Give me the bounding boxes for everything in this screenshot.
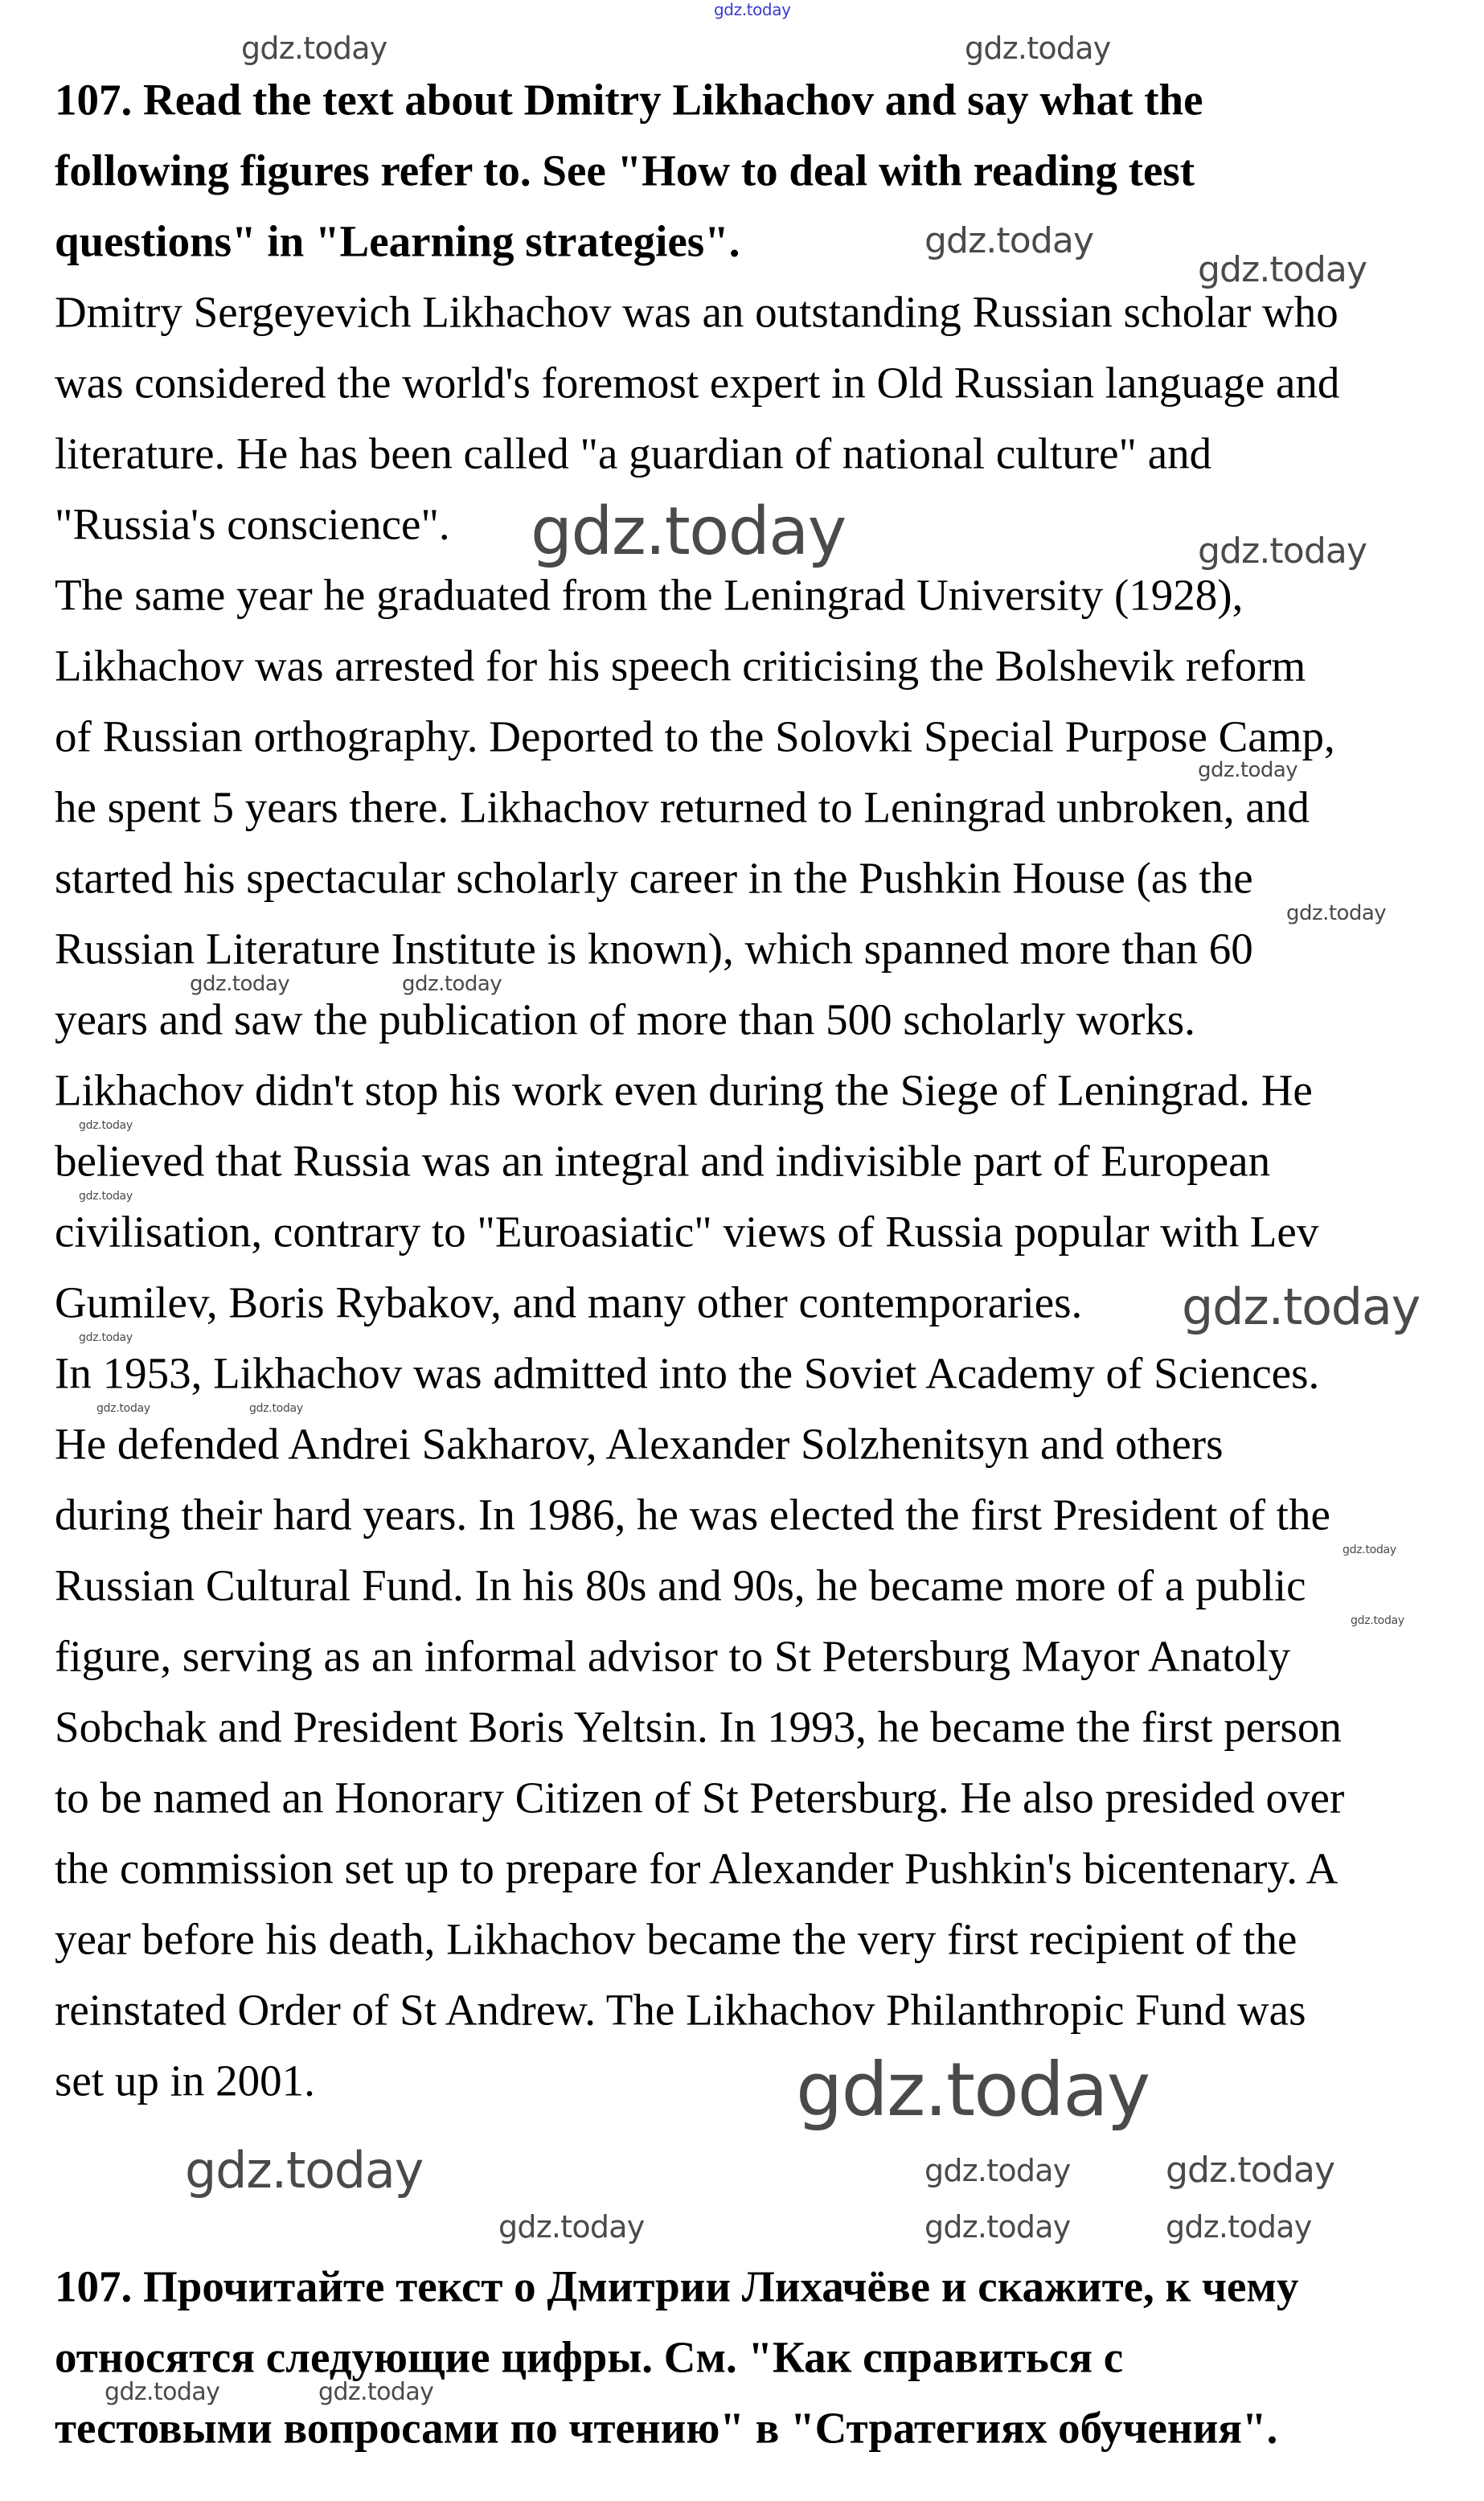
body-line: years and saw the publication of more than 500 scholarly works. bbox=[55, 994, 1195, 1044]
watermark: gdz.today bbox=[241, 31, 387, 66]
watermark: gdz.today bbox=[185, 2141, 424, 2200]
body-line: literature. He has been called "a guardian of national culture" and bbox=[55, 428, 1212, 478]
body-line: the commission set up to prepare for Alexander Pushkin's bicentenary. A bbox=[55, 1843, 1338, 1893]
heading-line: относятся следующие цифры. См. "Как справиться с bbox=[55, 2332, 1124, 2382]
body-line: Russian Cultural Fund. In his 80s and 90s, he became more of a public bbox=[55, 1560, 1306, 1610]
watermark: gdz.today bbox=[796, 2047, 1150, 2133]
heading-line: 107. Прочитайте текст о Дмитрии Лихачёве и скажите, к чему bbox=[55, 2261, 1299, 2311]
body-line: In 1953, Likhachov was admitted into the Soviet Academy of Sciences. bbox=[55, 1348, 1320, 1398]
watermark: gdz.today bbox=[531, 494, 846, 570]
body-line: during their hard years. In 1986, he was elected the first President of the bbox=[55, 1490, 1330, 1540]
body-line: set up in 2001. bbox=[55, 2056, 315, 2105]
watermark: gdz.today bbox=[79, 1331, 133, 1344]
watermark: gdz.today bbox=[249, 1402, 303, 1415]
body-line: he spent 5 years there. Likhachov returned to Leningrad unbroken, and bbox=[55, 782, 1310, 832]
body-line: believed that Russia was an integral and indivisible part of European bbox=[55, 1136, 1271, 1186]
heading-line: тестовыми вопросами по чтению" в "Стратегиях обучения". bbox=[55, 2403, 1278, 2453]
watermark: gdz.today bbox=[1182, 1277, 1420, 1336]
body-line: Gumilev, Boris Rybakov, and many other contemporaries. bbox=[55, 1277, 1083, 1327]
heading-line: questions" in "Learning strategies". bbox=[55, 216, 740, 266]
body-line: started his spectacular scholarly career in the Pushkin House (as the bbox=[55, 853, 1253, 903]
body-line: reinstated Order of St Andrew. The Likhachov Philanthropic Fund was bbox=[55, 1985, 1306, 2035]
watermark: gdz.today bbox=[498, 2209, 645, 2245]
body-line: The same year he graduated from the Leningrad University (1928), bbox=[55, 570, 1244, 620]
body-line: Dmitry Sergeyevich Likhachov was an outstanding Russian scholar who bbox=[55, 287, 1338, 337]
watermark: gdz.today bbox=[402, 972, 502, 996]
body-line: figure, serving as an informal advisor to St Petersburg Mayor Anatoly bbox=[55, 1631, 1291, 1681]
watermark: gdz.today bbox=[1198, 758, 1298, 782]
body-line: Russian Literature Institute is known), which spanned more than 60 bbox=[55, 924, 1253, 974]
body-line: "Russia's conscience". bbox=[55, 499, 450, 549]
heading-line: following figures refer to. See "How to deal with reading test bbox=[55, 146, 1195, 195]
watermark: gdz.today bbox=[1286, 901, 1387, 925]
watermark: gdz.today bbox=[1166, 2150, 1335, 2191]
body-line: Sobchak and President Boris Yeltsin. In 1993, he became the first person bbox=[55, 1702, 1342, 1752]
body-line: was considered the world's foremost expert in Old Russian language and bbox=[55, 358, 1340, 408]
body-line: Likhachov didn't stop his work even during the Siege of Leningrad. He bbox=[55, 1065, 1313, 1115]
watermark: gdz.today bbox=[105, 2378, 220, 2406]
watermark: gdz.today bbox=[1198, 531, 1367, 572]
watermark: gdz.today bbox=[79, 1190, 133, 1203]
watermark: gdz.today bbox=[190, 972, 290, 996]
watermark: gdz.today bbox=[1166, 2209, 1312, 2245]
body-line: civilisation, contrary to "Euroasiatic" views of Russia popular with Lev bbox=[55, 1207, 1319, 1257]
watermark: gdz.today bbox=[924, 220, 1094, 261]
watermark: gdz.today bbox=[318, 2378, 434, 2406]
watermark: gdz.today bbox=[924, 2153, 1071, 2188]
body-line: Likhachov was arrested for his speech criticising the Bolshevik reform bbox=[55, 641, 1306, 691]
body-line: He defended Andrei Sakharov, Alexander Solzhenitsyn and others bbox=[55, 1419, 1224, 1469]
watermark: gdz.today bbox=[965, 31, 1111, 66]
watermark: gdz.today bbox=[924, 2209, 1071, 2245]
body-line: year before his death, Likhachov became the very first recipient of the bbox=[55, 1914, 1297, 1964]
watermark: gdz.today bbox=[714, 0, 791, 19]
watermark: gdz.today bbox=[79, 1119, 133, 1132]
watermark: gdz.today bbox=[96, 1402, 150, 1415]
watermark: gdz.today bbox=[1351, 1614, 1404, 1627]
watermark: gdz.today bbox=[1198, 249, 1367, 290]
heading-line: 107. Read the text about Dmitry Likhachov and say what the bbox=[55, 75, 1203, 125]
body-line: to be named an Honorary Citizen of St Petersburg. He also presided over bbox=[55, 1773, 1345, 1822]
body-line: of Russian orthography. Deported to the Solovki Special Purpose Camp, bbox=[55, 711, 1335, 761]
watermark: gdz.today bbox=[1343, 1544, 1396, 1556]
